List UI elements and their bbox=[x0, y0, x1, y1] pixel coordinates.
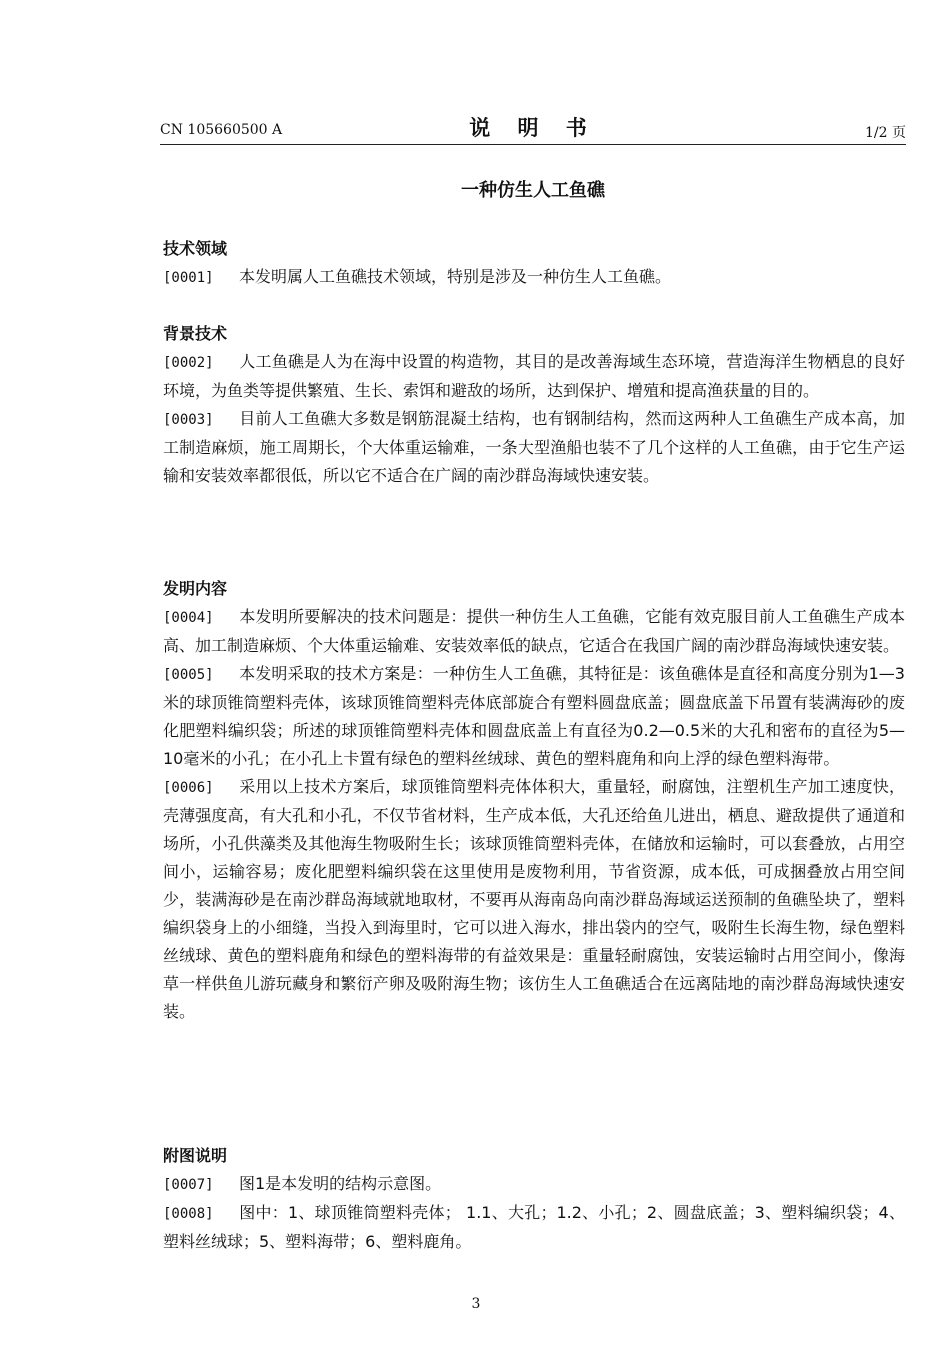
paragraph bbox=[163, 1199, 905, 1256]
paragraph-text: 人工鱼礁是人为在海中设置的构造物，其目的是改善海域生态环境，营造海洋生物栖息的良好环境，为鱼类等提供繁殖、生长、索饵和避敌的场所，达到保护、增殖和提高渔获量的目的。 bbox=[163, 352, 905, 400]
paragraph bbox=[163, 263, 905, 292]
paragraph-text: 采用以上技术方案后，球顶锥筒塑料壳体体积大，重量轻，耐腐蚀，注塑机生产加工速度快，壳薄强度高，有大孔和小孔，不仅节省材料，生产成本低，大孔还给鱼儿进出，栖息、避敌提供了通道和场所，小孔供藻类及其他海生物吸附生长；该球顶锥筒塑料壳体，在储放和运输时，可以套叠放，占用空间小，运输容易；废化肥塑料编织袋在这里使用是废物利用，节省资源，成本低，可成捆叠放占用空间少，装满海砂是在南沙群岛海域就地取材，不要再从海南岛向南沙群岛海域运送预制的鱼礁坠块了，塑料编织袋身上的小细缝，当投入到海里时，它可以进入海水，排出袋内的空气，吸附生长海生物，绿色塑料丝绒球、黄色的塑料鹿角和绿色的塑料海带的有益效果是：重量轻耐腐蚀，安装运输时占用空间小，像海草一样供鱼儿游玩藏身和繁衍产卵及吸附海生物；该仿生人工鱼礁适合在远离陆地的南沙群岛海域快速安装。 bbox=[163, 777, 905, 1021]
section-technical-field bbox=[163, 235, 905, 292]
paragraph bbox=[163, 405, 905, 490]
paragraph bbox=[163, 348, 905, 405]
section-heading: 发明内容 bbox=[163, 579, 228, 598]
paragraph bbox=[163, 603, 905, 660]
section-drawings bbox=[163, 1142, 905, 1256]
paragraph-text: 本发明属人工鱼礁技术领域，特别是涉及一种仿生人工鱼礁。 bbox=[239, 267, 672, 286]
paragraph-number: [0008] bbox=[163, 1206, 214, 1222]
paragraph bbox=[163, 1170, 905, 1199]
section-heading: 背景技术 bbox=[163, 324, 228, 343]
paragraph-text: 图中：1、球顶锥筒塑料壳体； 1.1、大孔；1.2、小孔；2、圆盘底盖；3、塑料编织袋；4、塑料丝绒球；5、塑料海带；6、塑料鹿角。 bbox=[163, 1203, 905, 1251]
header-divider bbox=[160, 144, 906, 145]
paragraph-text: 本发明采取的技术方案是：一种仿生人工鱼礁，其特征是：该鱼礁体是直径和高度分别为1—3米的球顶锥筒塑料壳体，该球顶锥筒塑料壳体底部旋合有塑料圆盘底盖；圆盘底盖下吊置有装满海砂的废化肥塑料编织袋；所述的球顶锥筒塑料壳体和圆盘底盖上有直径为0.2—0.5米的大孔和密布的直径为5—10毫米的小孔；在小孔上卡置有绿色的塑料丝绒球、黄色的塑料鹿角和向上浮的绿色塑料海带。 bbox=[163, 664, 905, 768]
paragraph-number: [0006] bbox=[163, 780, 214, 796]
paragraph bbox=[163, 660, 905, 773]
document-title: 一种仿生人工鱼礁 bbox=[461, 180, 605, 201]
section-background bbox=[163, 320, 905, 490]
paragraph-text: 图1是本发明的结构示意图。 bbox=[239, 1174, 442, 1193]
header-page-count: 1/2 页 bbox=[865, 125, 906, 141]
paragraph-text: 目前人工鱼礁大多数是钢筋混凝土结构，也有钢制结构，然而这两种人工鱼礁生产成本高，加工制造麻烦，施工周期长，个大体重运输难，一条大型渔船也装不了几个这样的人工鱼礁，由于它生产运输和安装效率都很低，所以它不适合在广阔的南沙群岛海域快速安装。 bbox=[163, 409, 905, 485]
paragraph-number: [0002] bbox=[163, 355, 214, 371]
section-heading: 技术领域 bbox=[163, 239, 228, 258]
paragraph-text: 本发明所要解决的技术问题是：提供一种仿生人工鱼礁，它能有效克服目前人工鱼礁生产成本高、加工制造麻烦、个大体重运输难、安装效率低的缺点，它适合在我国广阔的南沙群岛海域快速安装。 bbox=[163, 607, 905, 655]
paragraph-number: [0007] bbox=[163, 1177, 214, 1193]
section-summary bbox=[163, 575, 905, 1026]
paragraph-number: [0005] bbox=[163, 667, 214, 683]
section-heading: 附图说明 bbox=[163, 1146, 228, 1165]
publication-number: CN 105660500 A bbox=[160, 122, 283, 138]
header-section-title: 说 明 书 bbox=[469, 116, 597, 140]
paragraph-number: [0004] bbox=[163, 610, 214, 626]
paragraph bbox=[163, 773, 905, 1026]
paragraph-number: [0001] bbox=[163, 270, 214, 286]
page-number: 3 bbox=[471, 1296, 481, 1312]
page-header bbox=[160, 108, 906, 144]
paragraph-number: [0003] bbox=[163, 412, 214, 428]
